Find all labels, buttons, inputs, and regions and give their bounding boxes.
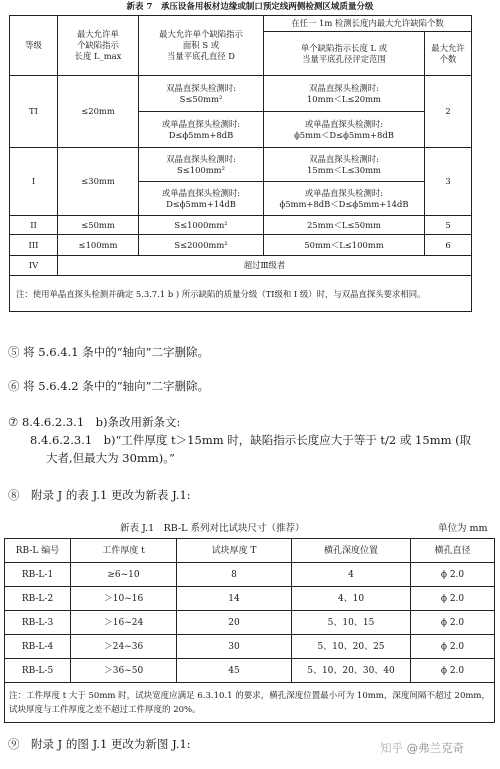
- grade-ti: TI: [10, 76, 58, 148]
- range-ti-dual: 双晶直探头检测时: 10mm＜L≤20mm: [264, 76, 425, 112]
- cell-id: RB-L-5: [5, 659, 71, 683]
- cell-workpiece: ＞16~24: [71, 611, 177, 635]
- cell-block: 8: [177, 563, 292, 587]
- cell-workpiece: ＞10~16: [71, 587, 177, 611]
- area-ti-dual: 双晶直探头检测时: S≤50mm²: [139, 76, 264, 112]
- paragraph-7-intro: ⑦ 8.4.6.2.3.1 b)条改用新条文:: [8, 415, 181, 429]
- paragraph-9: ⑨ 附录 J 的图 J.1 更改为新图 J.1:: [8, 737, 191, 751]
- table7-caption: 新表 7 承压设备用板材边缘或制口预定线两侧检测区域质量分级: [126, 2, 374, 12]
- range-ii: 25mm＜L≤50mm: [264, 216, 425, 235]
- cell-workpiece: ≥6~10: [71, 563, 177, 587]
- header-rbl-id: RB-L 编号: [5, 539, 71, 563]
- cell-id: RB-L-1: [5, 563, 71, 587]
- cell-diameter: ϕ 2.0: [411, 587, 495, 611]
- length-ii: ≤50mm: [58, 216, 139, 235]
- range-ti-single: 或单晶直探头检测时: ϕ5mm＜D≤ϕ5mm+8dB: [264, 112, 425, 148]
- tablej1-unit: 单位为 mm: [438, 523, 488, 534]
- paragraph-6: ⑥ 将 5.6.4.2 条中的“轴向”二字删除。: [8, 379, 209, 393]
- cell-workpiece: ＞24~36: [71, 635, 177, 659]
- header-max-single-area: 最大允许单个缺陷指示 面积 S 或 当量平底孔直径 D: [139, 16, 264, 76]
- cell-id: RB-L-4: [5, 635, 71, 659]
- cell-depth: 4: [292, 563, 411, 587]
- count-ti: 2: [425, 76, 472, 148]
- cell-diameter: ϕ 2.0: [411, 563, 495, 587]
- area-i-single: 或单晶直探头检测时: D≤ϕ5mm+14dB: [139, 182, 264, 216]
- table-row: [5, 659, 495, 683]
- cell-block: 30: [177, 635, 292, 659]
- cell-block: 20: [177, 611, 292, 635]
- grade-iv: IV: [10, 256, 58, 276]
- area-i-dual: 双晶直探头检测时: S≤100mm²: [139, 148, 264, 182]
- area-iii: S≤2000mm²: [139, 235, 264, 256]
- length-iii: ≤100mm: [58, 235, 139, 256]
- cell-diameter: ϕ 2.0: [411, 611, 495, 635]
- paragraph-7-body-cont: 大者,但最大为 30mm)。”: [46, 451, 175, 465]
- cell-depth: 5、10、20、30、40: [292, 659, 411, 683]
- range-i-single: 或单晶直探头检测时: ϕ5mm+8dB＜D≤ϕ5mm+14dB: [264, 182, 425, 216]
- header-hole-depth: 横孔深度位置: [292, 539, 411, 563]
- cell-id: RB-L-2: [5, 587, 71, 611]
- range-i-dual: 双晶直探头检测时: 15mm＜L≤30mm: [264, 148, 425, 182]
- quality-grade-table: [9, 15, 472, 312]
- table-row: [5, 563, 495, 587]
- cell-workpiece: ＞36~50: [71, 659, 177, 683]
- table7-note: 注：使用单晶直探头检测并确定 5.3.7.1 b ) 所示缺陷的质量分级（TI级和 I 级）时，与双晶直探头要求相同。: [10, 276, 472, 312]
- range-iii: 50mm＜L≤100mm: [264, 235, 425, 256]
- watermark: [380, 740, 464, 756]
- table-row: [5, 611, 495, 635]
- grade-i: I: [10, 148, 58, 216]
- cell-id: RB-L-3: [5, 611, 71, 635]
- zhihu-logo: 知乎: [380, 741, 403, 755]
- cell-depth: 4、10: [292, 587, 411, 611]
- count-ii: 5: [425, 216, 472, 235]
- grade-iii: III: [10, 235, 58, 256]
- count-iii: 6: [425, 235, 472, 256]
- count-i: 3: [425, 148, 472, 216]
- header-workpiece-thickness: 工件厚度 t: [71, 539, 177, 563]
- cell-block: 14: [177, 587, 292, 611]
- table-row: [5, 587, 495, 611]
- header-length-range: 单个缺陷指示长度 L 或 当量平底孔径评定范围: [264, 32, 425, 76]
- tablej1-caption: 新表 J.1 RB-L 系列对比试块尺寸（推荐）: [120, 523, 305, 534]
- table-row: [5, 635, 495, 659]
- cell-diameter: ϕ 2.0: [411, 659, 495, 683]
- cell-block: 45: [177, 659, 292, 683]
- area-ii: S≤1000mm²: [139, 216, 264, 235]
- length-ti: ≤20mm: [58, 76, 139, 148]
- cell-depth: 5、10、20、25: [292, 635, 411, 659]
- tablej1-note: 注：工件厚度 t 大于 50mm 时，试块宽度应满足 6.3.10.1 的要求，横孔深度位置最小可为 10mm，深度间隔不超过 20mm，试块厚度与工件厚度之差不超过工件厚度的 20%。: [5, 683, 495, 723]
- paragraph-5: ⑤ 将 5.6.4.1 条中的“轴向”二字删除。: [8, 345, 209, 359]
- iv-description: 超过Ⅲ级者: [58, 256, 472, 276]
- rb-l-block-table: [4, 538, 495, 723]
- header-max-single-length: 最大允许单 个缺陷指示 长度 L_max: [58, 16, 139, 76]
- watermark-author: @弗兰克奇: [406, 741, 465, 755]
- length-i: ≤30mm: [58, 148, 139, 216]
- header-block-thickness: 试块厚度 T: [177, 539, 292, 563]
- grade-ii: II: [10, 216, 58, 235]
- paragraph-8: ⑧ 附录 J 的表 J.1 更改为新表 J.1:: [8, 488, 191, 502]
- header-max-count: 最大允许 个数: [425, 32, 472, 76]
- header-hole-diameter: 横孔直径: [411, 539, 495, 563]
- cell-depth: 5、10、15: [292, 611, 411, 635]
- cell-diameter: ϕ 2.0: [411, 635, 495, 659]
- paragraph-7-body: 8.4.6.2.3.1 b)“工件厚度 t＞15mm 时，缺陷指示长度应大于等于 t/2 或 15mm (取: [30, 433, 472, 447]
- header-grade: 等级: [10, 16, 58, 76]
- header-within-1m: 在任一 1m 检测长度内最大允许缺陷个数: [264, 16, 472, 32]
- area-ti-single: 或单晶直探头检测时: D≤ϕ5mm+8dB: [139, 112, 264, 148]
